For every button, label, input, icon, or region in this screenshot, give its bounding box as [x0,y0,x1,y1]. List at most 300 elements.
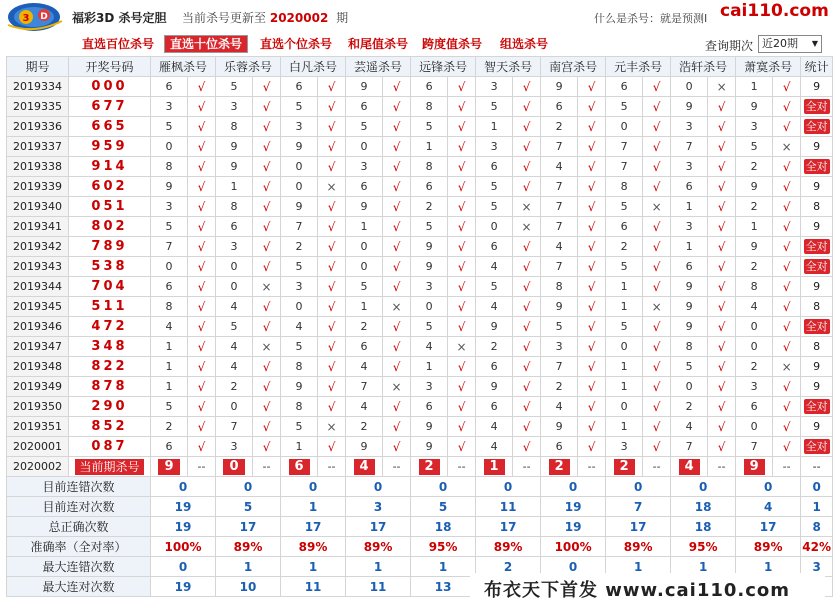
stat-cell [801,437,833,457]
kill-number-cell: 8 [281,397,318,417]
kill-number-cell: 7 [541,357,578,377]
update-period: 2020002 [269,11,329,25]
check-mark-icon: √ [578,157,606,177]
check-mark-icon: √ [708,217,736,237]
check-mark-icon: √ [773,437,801,457]
check-mark-icon: √ [578,177,606,197]
check-mark-icon: √ [188,137,216,157]
check-mark-icon: √ [188,237,216,257]
check-mark-icon: √ [773,257,801,277]
kill-number-cell: 9 [281,197,318,217]
draw-number-cell: 000 [69,77,151,97]
summary-value: 0 [606,477,671,497]
kill-number-cell: 1 [346,217,383,237]
kill-number-cell: 2 [346,317,383,337]
tab-2[interactable]: 直选十位杀号 [164,35,248,53]
check-mark-icon: √ [513,237,541,257]
check-mark-icon: √ [318,317,346,337]
check-mark-icon: √ [643,357,671,377]
summary-value: 42% [801,537,833,557]
kill-number-cell: 3 [476,137,513,157]
cross-mark-icon: × [383,297,411,317]
check-mark-icon: √ [578,137,606,157]
kill-number-cell: 0 [671,377,708,397]
kill-number-cell: 5 [476,177,513,197]
kill-number-cell: 1 [411,357,448,377]
check-mark-icon: √ [253,217,281,237]
draw-number-cell: 665 [69,117,151,137]
kill-number-cell: 5 [476,197,513,217]
check-mark-icon: √ [578,237,606,257]
stat-cell: 8 [801,197,833,217]
check-mark-icon: √ [253,397,281,417]
summary-value: 17 [281,517,346,537]
kill-number-cell: 0 [346,237,383,257]
check-mark-icon: √ [188,297,216,317]
draw-number-cell: 852 [69,417,151,437]
kill-number-cell: 6 [476,237,513,257]
kill-number-cell: 3 [346,157,383,177]
check-mark-icon: √ [188,257,216,277]
check-mark-icon: √ [773,77,801,97]
summary-value: 19 [151,497,216,517]
check-mark-icon: √ [513,297,541,317]
tab-3[interactable]: 直选个位杀号 [260,37,333,51]
kill-number-cell: 4 [216,357,253,377]
check-mark-icon: √ [448,317,476,337]
summary-value: 13 [411,577,476,597]
period-cell: 2019346 [7,317,69,337]
draw-number-cell: 511 [69,297,151,317]
kill-number-cell: 6 [216,217,253,237]
check-mark-icon: √ [448,177,476,197]
table-row [7,377,833,397]
draw-number-cell: 538 [69,257,151,277]
kill-number-cell: 8 [216,197,253,217]
check-mark-icon: √ [708,417,736,437]
check-mark-icon: √ [643,237,671,257]
kill-number-cell: 8 [151,297,188,317]
current-kill-cell [281,457,318,477]
summary-label: 总正确次数 [7,517,151,537]
check-mark-icon: √ [643,177,671,197]
check-mark-icon: √ [578,417,606,437]
placeholder-cell: -- [448,457,476,477]
check-mark-icon: √ [448,277,476,297]
kill-number-cell: 2 [736,157,773,177]
period-cell: 2019340 [7,197,69,217]
kill-number-cell: 5 [346,117,383,137]
summary-value: 19 [151,577,216,597]
summary-value: 17 [346,517,411,537]
stat-cell [801,97,833,117]
kill-number-cell: 0 [411,297,448,317]
table-row [7,437,833,457]
kill-number-cell: 1 [151,357,188,377]
kill-type-tabs [0,33,825,55]
check-mark-icon: √ [318,197,346,217]
kill-number-cell: 9 [671,97,708,117]
check-mark-icon: √ [253,297,281,317]
svg-text:3: 3 [22,13,30,24]
kill-number-cell: 6 [346,97,383,117]
summary-label: 目前连对次数 [7,497,151,517]
summary-label: 最大连对次数 [7,577,151,597]
placeholder-cell: -- [578,457,606,477]
summary-value: 19 [151,517,216,537]
lottery-logo-icon [4,1,70,33]
placeholder-cell: -- [513,457,541,477]
period-cell: 2019343 [7,257,69,277]
check-mark-icon: √ [188,117,216,137]
cross-mark-icon: × [513,217,541,237]
kill-number-cell: 3 [411,377,448,397]
check-mark-icon: √ [643,417,671,437]
table-row [7,237,833,257]
stat-cell [801,317,833,337]
check-mark-icon: √ [708,297,736,317]
period-cell: 2019336 [7,117,69,137]
check-mark-icon: √ [448,397,476,417]
kill-number-cell: 9 [541,417,578,437]
check-mark-icon: √ [383,257,411,277]
check-mark-icon: √ [318,77,346,97]
kill-number-cell: 9 [476,317,513,337]
stat-cell [801,157,833,177]
stat-cell: 8 [801,337,833,357]
summary-value: 10 [216,577,281,597]
check-mark-icon: √ [578,97,606,117]
summary-value: 0 [216,477,281,497]
kill-number-cell: 1 [346,297,383,317]
kill-number-cell: 9 [346,197,383,217]
kill-number-cell: 5 [151,117,188,137]
kill-number-cell: 5 [281,417,318,437]
kill-number-cell: 2 [541,117,578,137]
check-mark-icon: √ [578,197,606,217]
kill-number-cell: 0 [606,337,643,357]
cross-mark-icon: × [318,417,346,437]
kill-number-cell: 5 [411,317,448,337]
all-correct-badge: 全对 [805,440,828,453]
column-header: 白凡杀号 [281,57,346,77]
stat-cell: 9 [801,417,833,437]
kill-number-cell: 8 [411,157,448,177]
check-mark-icon: √ [513,177,541,197]
column-header: 元丰杀号 [606,57,671,77]
kill-number-cell: 9 [411,437,448,457]
kill-number-cell: 1 [476,117,513,137]
check-mark-icon: √ [448,97,476,117]
table-header-row [7,57,833,77]
period-select-value: 近20期 [762,37,798,50]
check-mark-icon: √ [578,337,606,357]
check-mark-icon: √ [708,317,736,337]
draw-number-cell: 704 [69,277,151,297]
summary-value: 0 [281,477,346,497]
check-mark-icon: √ [188,337,216,357]
column-header: 智天杀号 [476,57,541,77]
tab-1[interactable]: 直选百位杀号 [82,37,155,51]
kill-number-cell: 9 [671,277,708,297]
kill-number-cell: 6 [736,397,773,417]
table-row [7,77,833,97]
check-mark-icon: √ [513,337,541,357]
check-mark-icon: √ [708,437,736,457]
kill-number-cell: 2 [671,397,708,417]
check-mark-icon: √ [448,417,476,437]
kill-number-cell: 5 [606,197,643,217]
kill-number-cell: 9 [411,417,448,437]
check-mark-icon: √ [448,77,476,97]
check-mark-icon: √ [188,277,216,297]
kill-number-cell: 5 [346,277,383,297]
brand-logo-text[interactable]: cai110.com [720,1,829,21]
kill-number-cell: 9 [736,237,773,257]
column-header: 芸遥杀号 [346,57,411,77]
current-kill-cell [151,457,188,477]
kill-number-cell: 1 [606,357,643,377]
check-mark-icon: √ [318,257,346,277]
column-header: 南宫杀号 [541,57,606,77]
period-cell: 2019351 [7,417,69,437]
check-mark-icon: √ [773,97,801,117]
kill-number-cell: 4 [411,337,448,357]
period-cell: 2019345 [7,297,69,317]
period-cell: 2019344 [7,277,69,297]
check-mark-icon: √ [773,337,801,357]
summary-row [7,497,833,517]
check-mark-icon: √ [318,397,346,417]
column-header: 浩轩杀号 [671,57,736,77]
watermark-banner [470,573,825,599]
summary-value: 0 [346,477,411,497]
draw-number-cell: 878 [69,377,151,397]
kill-number-cell: 1 [671,237,708,257]
check-mark-icon: √ [513,137,541,157]
check-mark-icon: √ [513,117,541,137]
check-mark-icon: √ [318,97,346,117]
draw-number-cell: 472 [69,317,151,337]
check-mark-icon: √ [578,117,606,137]
summary-value: 17 [216,517,281,537]
update-prefix: 当前杀号更新至 [182,11,267,25]
check-mark-icon: √ [513,157,541,177]
current-kill-number: 0 [223,459,244,475]
period-select[interactable] [758,35,822,53]
check-mark-icon: √ [383,77,411,97]
draw-number-cell: 789 [69,237,151,257]
check-mark-icon: √ [708,357,736,377]
kill-number-cell: 7 [216,417,253,437]
kill-number-cell: 7 [606,157,643,177]
current-period-row [7,457,833,477]
kill-number-cell: 8 [671,337,708,357]
kill-number-cell: 8 [541,277,578,297]
check-mark-icon: √ [708,137,736,157]
check-mark-icon: √ [253,177,281,197]
summary-value: 11 [476,497,541,517]
summary-row [7,517,833,537]
kill-number-cell: 7 [736,437,773,457]
cross-mark-icon: × [773,357,801,377]
check-mark-icon: √ [383,277,411,297]
kill-number-cell: 0 [281,297,318,317]
kill-number-cell: 5 [216,77,253,97]
draw-number-cell: 959 [69,137,151,157]
kill-number-cell: 4 [476,417,513,437]
summary-value: 1 [346,557,411,577]
kill-number-cell: 8 [606,177,643,197]
summary-value: 0 [151,477,216,497]
tab-6[interactable]: 组选杀号 [500,37,549,51]
draw-number-cell: 051 [69,197,151,217]
kill-number-cell: 4 [736,297,773,317]
kill-number-cell: 4 [476,297,513,317]
check-mark-icon: √ [188,417,216,437]
kill-number-cell: 6 [281,77,318,97]
kill-number-cell: 3 [606,437,643,457]
summary-value: 89% [606,537,671,557]
check-mark-icon: √ [318,357,346,377]
stat-cell [801,397,833,417]
period-cell: 2019341 [7,217,69,237]
check-mark-icon: √ [448,377,476,397]
kill-number-cell: 3 [151,97,188,117]
check-mark-icon: √ [448,237,476,257]
current-kill-number: 1 [484,459,505,475]
kill-number-cell: 8 [281,357,318,377]
stat-cell: 9 [801,77,833,97]
kill-number-cell: 5 [606,97,643,117]
summary-value: 3 [346,497,411,517]
period-cell: 2019350 [7,397,69,417]
kill-number-cell: 1 [606,377,643,397]
check-mark-icon: √ [188,217,216,237]
kill-number-cell: 3 [671,217,708,237]
kill-number-cell: 9 [411,237,448,257]
kill-number-cell: 1 [671,197,708,217]
kill-number-cell: 2 [151,417,188,437]
kill-number-cell: 3 [216,437,253,457]
check-mark-icon: √ [513,377,541,397]
placeholder-cell: -- [318,457,346,477]
kill-number-cell: 2 [346,417,383,437]
kill-number-cell: 2 [476,337,513,357]
summary-label: 目前连错次数 [7,477,151,497]
check-mark-icon: √ [188,397,216,417]
check-mark-icon: √ [708,377,736,397]
kill-number-cell: 7 [541,217,578,237]
check-mark-icon: √ [448,137,476,157]
kill-number-cell: 4 [151,317,188,337]
table-row [7,157,833,177]
cross-mark-icon: × [708,77,736,97]
current-kill-cell [216,457,253,477]
check-mark-icon: √ [708,177,736,197]
check-mark-icon: √ [448,117,476,137]
summary-value: 100% [541,537,606,557]
summary-value: 0 [541,557,606,577]
kill-number-cell: 4 [541,157,578,177]
check-mark-icon: √ [253,317,281,337]
kill-number-cell: 9 [476,377,513,397]
check-mark-icon: √ [253,377,281,397]
current-kill-cell [671,457,708,477]
summary-label: 最大连错次数 [7,557,151,577]
kill-number-explanation: 什么是杀号：就是预测I [594,12,708,25]
kill-number-cell: 3 [541,337,578,357]
kill-number-cell: 9 [281,137,318,157]
check-mark-icon: √ [253,117,281,137]
check-mark-icon: √ [188,437,216,457]
check-mark-icon: √ [383,177,411,197]
check-mark-icon: √ [773,317,801,337]
kill-number-cell: 2 [606,237,643,257]
kill-number-cell: 5 [671,357,708,377]
check-mark-icon: √ [188,197,216,217]
kill-number-cell: 0 [476,217,513,237]
kill-number-cell: 6 [411,177,448,197]
kill-number-cell: 8 [736,277,773,297]
kill-number-cell: 6 [476,157,513,177]
summary-value: 89% [281,537,346,557]
check-mark-icon: √ [643,337,671,357]
stat-cell: 9 [801,357,833,377]
stat-cell [801,257,833,277]
stat-cell: 8 [801,297,833,317]
check-mark-icon: √ [578,397,606,417]
kill-number-cell: 6 [151,277,188,297]
current-kill-cell [346,457,383,477]
summary-value: 3 [801,557,833,577]
kill-number-cell: 6 [346,177,383,197]
tab-4[interactable]: 和尾值杀号 [348,37,409,51]
svg-text:D: D [40,12,48,22]
check-mark-icon: √ [253,237,281,257]
current-kill-number: 4 [679,459,700,475]
kill-number-cell: 6 [476,357,513,377]
kill-number-cell: 2 [216,377,253,397]
period-cell: 2019348 [7,357,69,377]
kill-number-cell: 2 [736,257,773,277]
summary-value: 4 [736,497,801,517]
kill-number-cell: 3 [671,157,708,177]
kill-number-cell: 4 [216,297,253,317]
summary-value: 18 [671,497,736,517]
kill-number-cell: 0 [216,257,253,277]
kill-number-cell: 0 [736,317,773,337]
table-row [7,297,833,317]
check-mark-icon: √ [188,357,216,377]
kill-number-cell: 0 [346,257,383,277]
check-mark-icon: √ [318,157,346,177]
check-mark-icon: √ [188,77,216,97]
check-mark-icon: √ [578,357,606,377]
kill-number-cell: 0 [281,157,318,177]
check-mark-icon: √ [643,397,671,417]
kill-number-cell: 9 [151,177,188,197]
check-mark-icon: √ [513,397,541,417]
check-mark-icon: √ [578,317,606,337]
check-mark-icon: √ [708,117,736,137]
kill-number-cell: 5 [606,257,643,277]
check-mark-icon: √ [318,117,346,137]
cross-mark-icon: × [253,277,281,297]
check-mark-icon: √ [318,437,346,457]
check-mark-icon: √ [773,237,801,257]
tab-5[interactable]: 跨度值杀号 [422,37,483,51]
